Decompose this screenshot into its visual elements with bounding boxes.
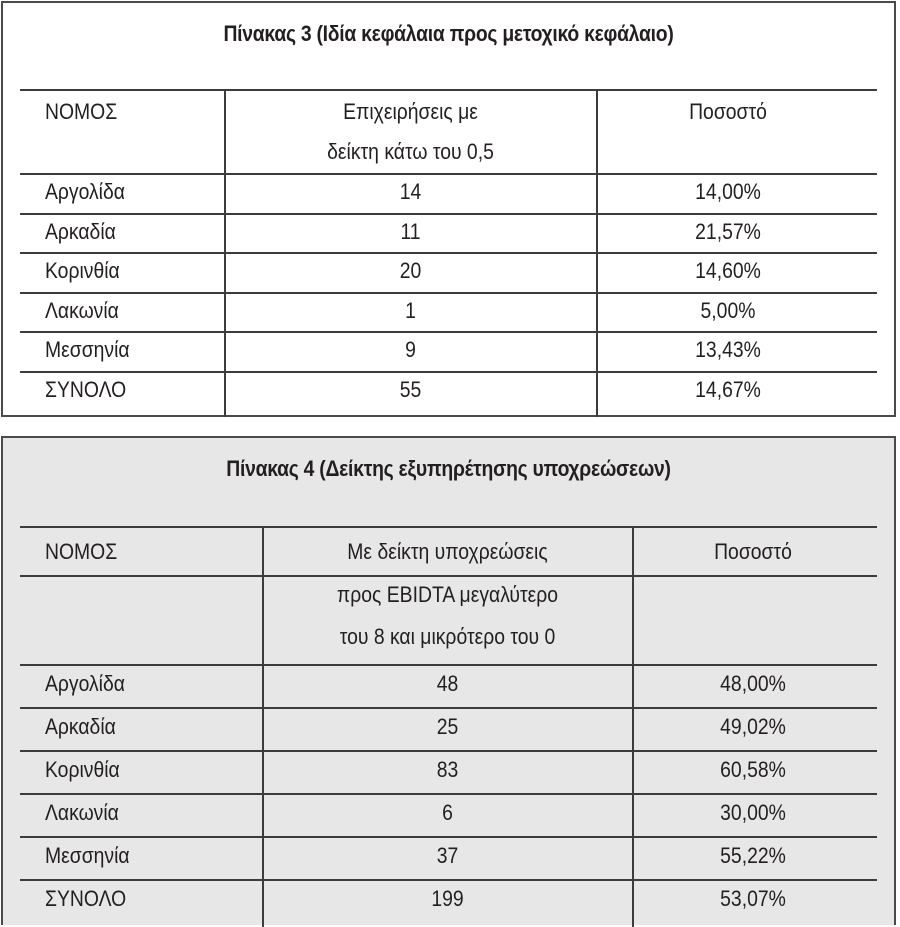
count-cell: 6 [442, 800, 453, 825]
header-percent: Ποσοστό [714, 539, 792, 564]
percent-cell: 48,00% [720, 671, 786, 696]
percent-cell: 14,60% [695, 258, 761, 283]
divider [20, 89, 877, 91]
row-divider [20, 292, 877, 294]
region-cell: ΣΥΝΟΛΟ [45, 886, 127, 911]
count-cell: 9 [405, 337, 416, 362]
row-divider [20, 750, 877, 752]
percent-cell: 30,00% [720, 800, 786, 825]
count-cell: 55 [399, 376, 422, 402]
divider [20, 575, 877, 577]
row-divider [20, 793, 877, 795]
percent-cell: 55,22% [720, 843, 786, 868]
count-cell: 83 [436, 757, 459, 782]
header-count-line1: Επιχειρήσεις με [343, 99, 478, 124]
count-cell: 11 [400, 218, 421, 244]
region-cell: Μεσσηνία [45, 843, 130, 868]
count-cell: 14 [399, 179, 422, 204]
percent-cell: 21,57% [695, 218, 761, 244]
count-cell: 1 [405, 297, 416, 323]
region-cell: Αρκαδία [45, 218, 116, 244]
region-cell: Μεσσηνία [45, 337, 130, 362]
region-cell: Αργολίδα [45, 671, 125, 696]
percent-cell: 14,00% [695, 179, 761, 204]
percent-cell: 5,00% [700, 297, 756, 323]
row-divider [20, 371, 877, 373]
region-cell: Κορινθία [45, 258, 120, 283]
percent-cell: 60,58% [720, 757, 786, 782]
count-cell: 199 [431, 886, 464, 911]
table-4-panel [1, 436, 896, 925]
row-divider [20, 879, 877, 881]
region-cell: Αρκαδία [45, 714, 116, 739]
row-divider [20, 836, 877, 838]
row-divider [20, 707, 877, 709]
row-divider [20, 331, 877, 333]
region-cell: ΣΥΝΟΛΟ [45, 376, 127, 402]
row-divider [20, 664, 877, 666]
count-cell: 25 [436, 714, 459, 739]
count-cell: 37 [436, 843, 459, 868]
header-count-line3: του 8 και μικρότερο του 0 [339, 624, 556, 649]
column-divider [632, 527, 634, 927]
divider [20, 526, 877, 528]
percent-cell: 13,43% [695, 337, 761, 362]
header-region: ΝΟΜΟΣ [45, 539, 118, 564]
count-cell: 48 [436, 671, 459, 696]
percent-cell: 49,02% [720, 714, 786, 739]
table-3-panel [1, 1, 896, 417]
table-3-title: Πίνακας 3 (Ιδία κεφάλαια προς μετοχικό κεφάλαιο) [223, 21, 674, 46]
region-cell: Κορινθία [45, 757, 120, 782]
region-cell: Λακωνία [45, 800, 119, 825]
header-count-line2: προς EBIDTA μεγαλύτερο [336, 582, 559, 607]
column-divider [262, 527, 264, 927]
table-4-title: Πίνακας 4 (Δείκτης εξυπηρέτησης υποχρεώσεων) [226, 456, 671, 481]
region-cell: Λακωνία [45, 297, 119, 323]
region-cell: Αργολίδα [45, 179, 125, 204]
count-cell: 20 [399, 258, 422, 283]
row-divider [20, 252, 877, 254]
header-count-line2: δείκτη κάτω του 0,5 [327, 139, 494, 164]
percent-cell: 14,67% [695, 376, 761, 402]
header-percent: Ποσοστό [689, 99, 767, 124]
header-count-line1: Με δείκτη υποχρεώσεις [347, 539, 548, 564]
percent-cell: 53,07% [720, 886, 786, 911]
header-region: ΝΟΜΟΣ [45, 99, 118, 124]
row-divider [20, 213, 877, 215]
row-divider [20, 173, 877, 175]
